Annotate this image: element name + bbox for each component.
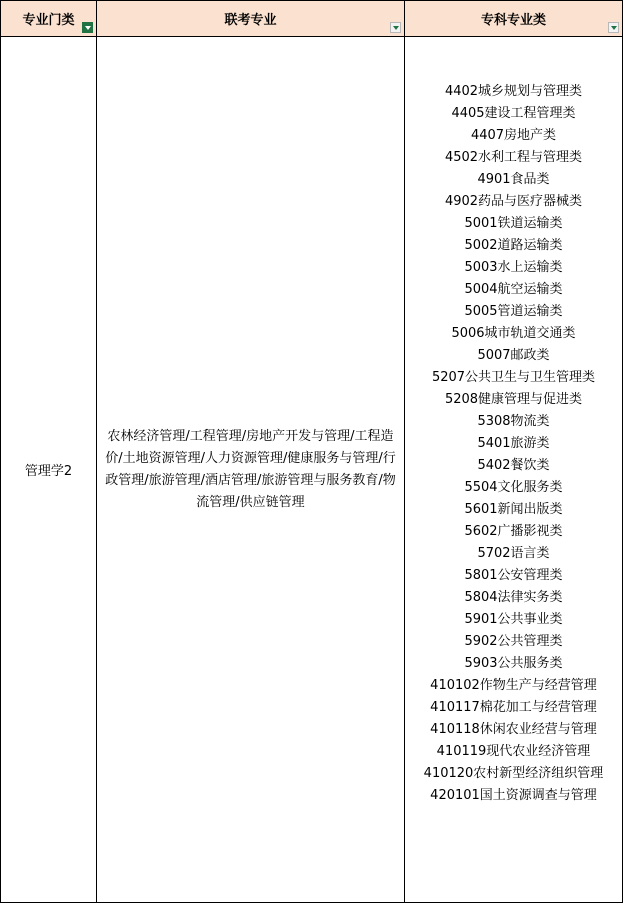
specialty-item: 5601新闻出版类 bbox=[464, 502, 563, 517]
specialty-item: 4901食品类 bbox=[477, 172, 550, 187]
specialty-item: 5401旅游类 bbox=[477, 436, 550, 451]
specialty-item: 410119现代农业经济管理 bbox=[436, 744, 591, 759]
specialty-item: 420101国土资源调查与管理 bbox=[430, 788, 597, 803]
filter-active-icon[interactable] bbox=[82, 22, 93, 33]
specialty-item: 4407房地产类 bbox=[470, 128, 557, 143]
specialty-item: 4502水利工程与管理类 bbox=[444, 150, 583, 165]
specialty-item: 5702语言类 bbox=[477, 546, 550, 561]
filter-dropdown-icon[interactable] bbox=[608, 22, 619, 33]
table-row bbox=[1, 37, 623, 903]
specialty-item: 5005管道运输类 bbox=[464, 304, 563, 319]
specialty-item: 4405建设工程管理类 bbox=[451, 106, 576, 121]
specialty-item: 5804法律实务类 bbox=[464, 590, 563, 605]
specialty-item: 5207公共卫生与卫生管理类 bbox=[431, 370, 596, 385]
header-category-label: 专业门类 bbox=[22, 13, 75, 28]
specialty-item: 410118休闲农业经营与管理 bbox=[430, 722, 597, 737]
specialty-item: 5007邮政类 bbox=[477, 348, 550, 363]
specialty-list bbox=[405, 81, 622, 807]
header-specialty[interactable] bbox=[405, 1, 623, 37]
filter-dropdown-icon[interactable] bbox=[390, 22, 401, 33]
header-row bbox=[1, 1, 623, 37]
specialty-item: 5901公共事业类 bbox=[464, 612, 563, 627]
specialty-item: 4402城乡规划与管理类 bbox=[444, 84, 583, 99]
category-text: 管理学2 bbox=[24, 464, 73, 479]
specialty-item: 5004航空运输类 bbox=[464, 282, 563, 297]
specialty-item: 5308物流类 bbox=[477, 414, 550, 429]
specialty-item: 5402餐饮类 bbox=[477, 458, 550, 473]
specialty-item: 4902药品与医疗器械类 bbox=[444, 194, 583, 209]
specialty-item: 5003水上运输类 bbox=[464, 260, 563, 275]
specialty-item: 5504文化服务类 bbox=[464, 480, 563, 495]
specialty-item: 410102作物生产与经营管理 bbox=[430, 678, 597, 693]
header-joint-exam[interactable] bbox=[97, 1, 405, 37]
specialty-item: 410120农村新型经济组织管理 bbox=[423, 766, 604, 781]
specialty-item: 410117棉花加工与经营管理 bbox=[430, 700, 597, 715]
specialty-item: 5006城市轨道交通类 bbox=[451, 326, 576, 341]
cell-specialty[interactable] bbox=[405, 37, 623, 903]
specialty-item: 5801公安管理类 bbox=[464, 568, 563, 583]
specialty-item: 5208健康管理与促进类 bbox=[444, 392, 583, 407]
joint-exam-text: 农林经济管理/工程管理/房地产开发与管理/工程造价/土地资源管理/人力资源管理/健康服务与管理/行政管理/旅游管理/酒店管理/旅游管理与服务教育/物流管理/供应链管理 bbox=[105, 428, 396, 510]
specialty-item: 5902公共管理类 bbox=[464, 634, 563, 649]
specialty-item: 5602广播影视类 bbox=[464, 524, 563, 539]
specialty-item: 5001铁道运输类 bbox=[464, 216, 563, 231]
specialty-item: 5002道路运输类 bbox=[464, 238, 563, 253]
cell-category[interactable] bbox=[1, 37, 97, 903]
specialty-item: 5903公共服务类 bbox=[464, 656, 563, 671]
cell-joint-exam[interactable] bbox=[97, 37, 405, 903]
header-joint-exam-label: 联考专业 bbox=[224, 13, 277, 28]
header-specialty-label: 专科专业类 bbox=[480, 13, 546, 28]
header-category[interactable] bbox=[1, 1, 97, 37]
